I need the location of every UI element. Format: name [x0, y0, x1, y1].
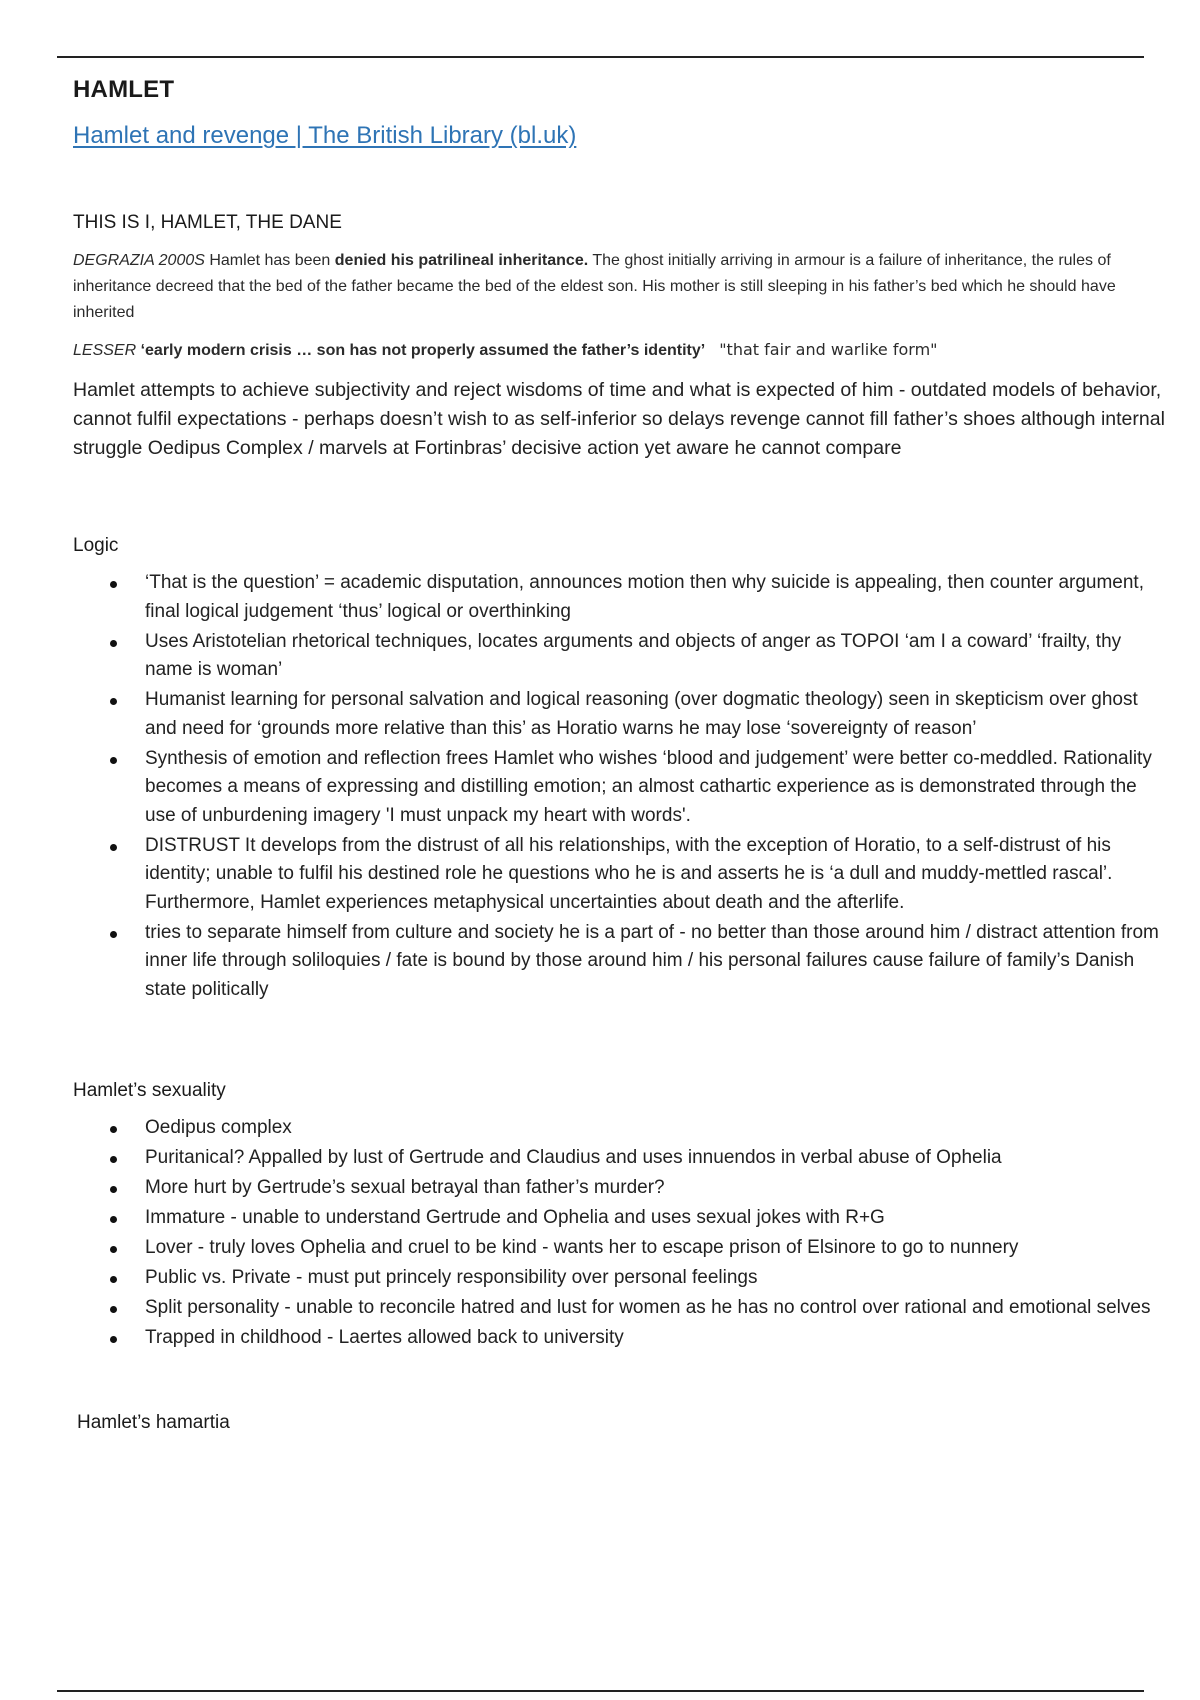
degrazia-bold: denied his patrilineal inheritance. [334, 252, 589, 269]
list-item-text: Trapped in childhood - Laertes allowed back to university [145, 1327, 624, 1348]
document-body [73, 72, 1168, 1434]
top-rule [57, 56, 1144, 58]
list-item [73, 919, 1168, 1005]
list-item-text: DISTRUST It develops from the distrust of all his relationships, with the exception of Horatio, to a self-distrust of his identity; unable to fulfil his destined role he questions who he is and asserts he is ‘a dull and muddy-mettled rascal’. Furthermore, Hamlet experiences metaphysical uncertainties about death and the afterlife. [145, 834, 1113, 913]
subjectivity-paragraph: Hamlet attempts to achieve subjectivity and reject wisdoms of time and what is expected of him - outdated models of behavior, cannot fulfil expectations - perhaps doesn’t wish to as self-inferior so delays revenge cannot fill father’s shoes although internal struggle Oedipus Complex / marvels at Fortinbras’ decisive action yet aware he cannot compare [73, 379, 1165, 459]
bullet-icon [110, 1126, 117, 1133]
list-item [73, 1264, 1168, 1292]
list-item-text: tries to separate himself from culture and society he is a part of - no better than those around him / distract attention from inner life through soliloquies / fate is bound by those around him / his personal failures cause failure of family’s Danish state politically [145, 921, 1159, 1000]
bullet-icon [110, 1186, 117, 1193]
bullet-icon [110, 757, 117, 764]
bullet-icon [110, 931, 117, 938]
bullet-icon [110, 698, 117, 705]
list-item [73, 686, 1168, 743]
lesser-source: LESSER [73, 342, 137, 359]
bullet-icon [110, 844, 117, 851]
logic-list [73, 569, 1168, 1004]
list-item-text: Immature - unable to understand Gertrude and Ophelia and uses sexual jokes with R+G [145, 1207, 885, 1228]
list-item [73, 628, 1168, 685]
bullet-icon [110, 1336, 117, 1343]
british-library-link[interactable]: Hamlet and revenge | The British Library (bl.uk) [73, 122, 577, 149]
list-item-text: Oedipus complex [145, 1117, 292, 1138]
degrazia-text-post: The ghost initially arriving in armour is a failure of inheritance, the rules of inheritance decreed that the bed of the father became the bed of the eldest son. His mother is still sleeping in his father’s bed which he should have inherited [73, 252, 1116, 321]
list-item-text: Humanist learning for personal salvation and logical reasoning (over dogmatic theology) seen in skepticism over ghost and need for ‘grounds more relative than this’ as Horatio warns he may lose ‘sovereignty of reason’ [145, 689, 1138, 739]
bottom-rule [57, 1690, 1144, 1692]
list-item [73, 1174, 1168, 1202]
list-item-text: Synthesis of emotion and reflection frees Hamlet who wishes ‘blood and judgement’ were better co-meddled. Rationality becomes a means of expressing and distilling emotion; an almost cathartic experience as is demonstrated through the use of unburdening imagery 'I must unpack my heart with words'. [145, 747, 1152, 826]
bullet-icon [110, 640, 117, 647]
section-heading-sexuality: Hamlet’s sexuality [73, 1080, 226, 1101]
bullet-icon [110, 581, 117, 588]
bullet-icon [110, 1216, 117, 1223]
degrazia-source: DEGRAZIA 2000S [73, 252, 205, 269]
lesser-bold: ‘early modern crisis … son has not properly assumed the father’s identity’ [136, 342, 706, 359]
list-item [73, 1324, 1168, 1352]
list-item [73, 1204, 1168, 1232]
degrazia-text-pre: Hamlet has been [204, 252, 335, 269]
bullet-icon [110, 1246, 117, 1253]
list-item [73, 1234, 1168, 1262]
list-item-text: Lover - truly loves Ophelia and cruel to be kind - wants her to escape prison of Elsinore to go to nunnery [145, 1237, 1019, 1258]
list-item [73, 569, 1168, 626]
list-item [73, 1144, 1168, 1172]
list-item-text: ‘That is the question’ = academic disputation, announces motion then why suicide is appealing, then counter argument, final logical judgement ‘thus’ logical or overthinking [145, 572, 1144, 622]
document-title: HAMLET [73, 76, 175, 103]
lesser-paragraph [73, 340, 1168, 360]
section-heading-dane: THIS IS I, HAMLET, THE DANE [73, 212, 342, 233]
list-item [73, 1294, 1168, 1322]
list-item-text: Uses Aristotelian rhetorical techniques, locates arguments and objects of anger as TOPOI ‘am I a coward’ ‘frailty, thy name is woman’ [145, 630, 1122, 680]
section-heading-logic: Logic [73, 535, 119, 556]
bullet-icon [110, 1306, 117, 1313]
list-item [73, 745, 1168, 831]
lesser-quote: "that fair and warlike form" [719, 340, 938, 359]
list-item [73, 832, 1168, 918]
list-item-text: Split personality - unable to reconcile hatred and lust for women as he has no control over rational and emotional selves [145, 1297, 1151, 1318]
list-item-text: Public vs. Private - must put princely responsibility over personal feelings [145, 1267, 758, 1288]
bullet-icon [110, 1156, 117, 1163]
list-item-text: More hurt by Gertrude’s sexual betrayal than father’s murder? [145, 1177, 665, 1198]
sexuality-list [73, 1114, 1168, 1352]
list-item-text: Puritanical? Appalled by lust of Gertrude and Claudius and uses innuendos in verbal abuse of Ophelia [145, 1147, 1002, 1168]
bullet-icon [110, 1276, 117, 1283]
list-item [73, 1114, 1168, 1142]
degrazia-paragraph [73, 248, 1168, 326]
section-heading-hamartia: Hamlet’s hamartia [77, 1412, 230, 1433]
